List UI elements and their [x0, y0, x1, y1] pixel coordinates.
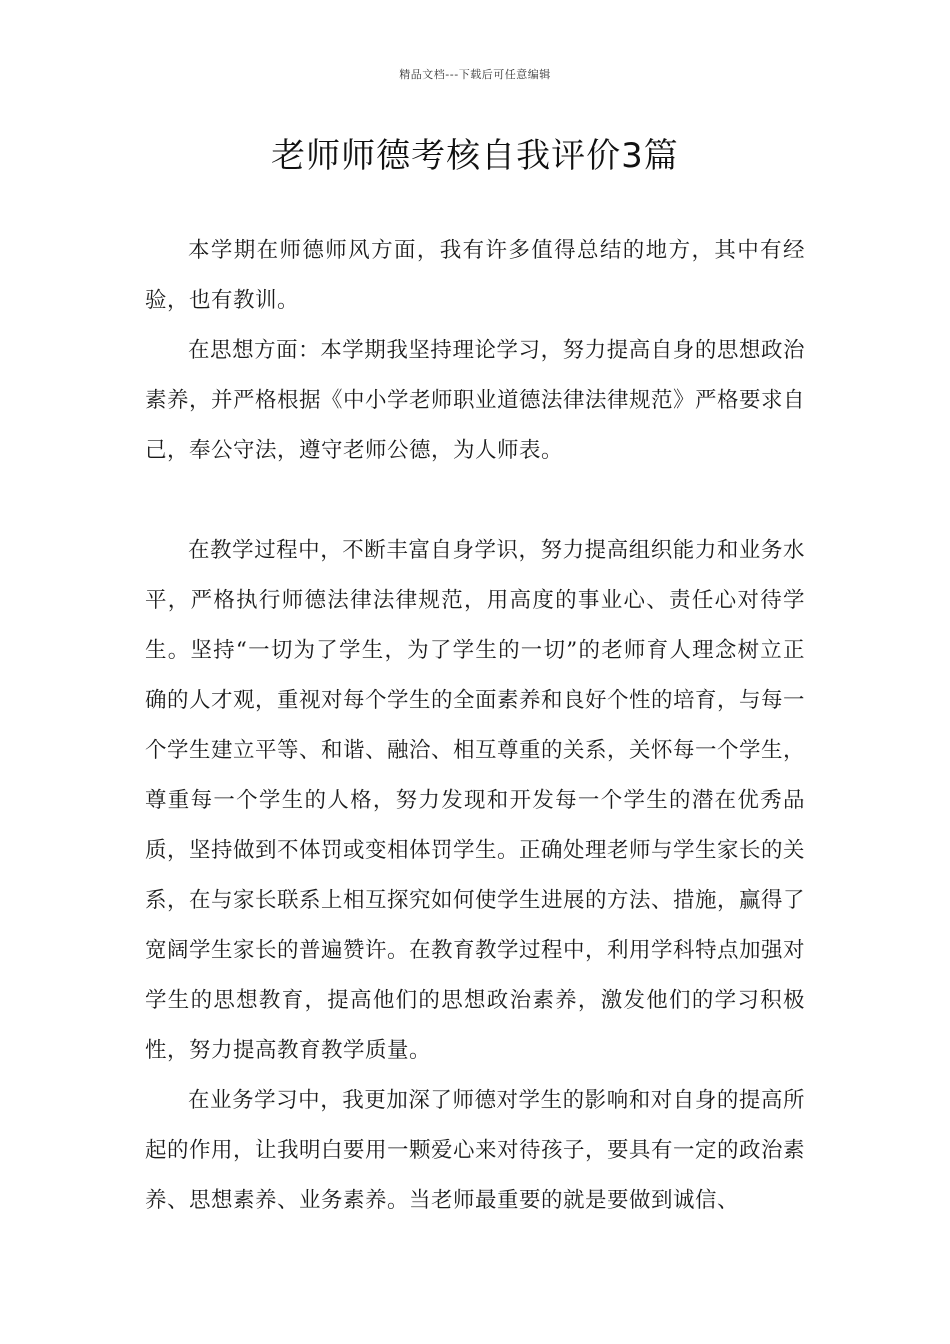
paragraph-intro: 本学期在师德师风方面，我有许多值得总结的地方，其中有经验，也有教训。: [145, 238, 805, 313]
header-note: 精品文档---下载后可任意编辑: [399, 68, 551, 81]
paragraph-study: 在业务学习中，我更加深了师德对学生的影响和对自身的提高所起的作用，让我明白要用一颗爱心来对待孩子，要具有一定的政治素养、思想素养、业务素养。当老师最重要的就是要做到诚信、: [145, 1088, 806, 1213]
document-body: [145, 226, 805, 1226]
document-title: 老师师德考核自我评价3篇: [271, 136, 679, 176]
paragraph-thought: 在思想方面：本学期我坚持理论学习，努力提高自身的思想政治素养，并严格根据《中小学老师职业道德法律法律规范》严格要求自己，奉公守法，遵守老师公德，为人师表。: [145, 338, 806, 463]
paragraph-teaching: 在教学过程中，不断丰富自身学识，努力提高组织能力和业务水平，严格执行师德法律法律规范，用高度的事业心、责任心对待学生。坚持“一切为了学生，为了学生的一切”的老师育人理念树立正确的人才观，重视对每个学生的全面素养和良好个性的培育，与每一个学生建立平等、和谐、融洽、相互尊重的关系，关怀每一个学生，尊重每一个学生的人格，努力发现和开发每一个学生的潜在优秀品质，坚持做到不体罚或变相体罚学生。正确处理老师与学生家长的关系，在与家长联系上相互探究如何使学生进展的方法、措施，赢得了宽阔学生家长的普遍赞许。在教育教学过程中，利用学科特点加强对学生的思想教育，提高他们的思想政治素养，激发他们的学习积极性，努力提高教育教学质量。: [145, 538, 806, 1063]
